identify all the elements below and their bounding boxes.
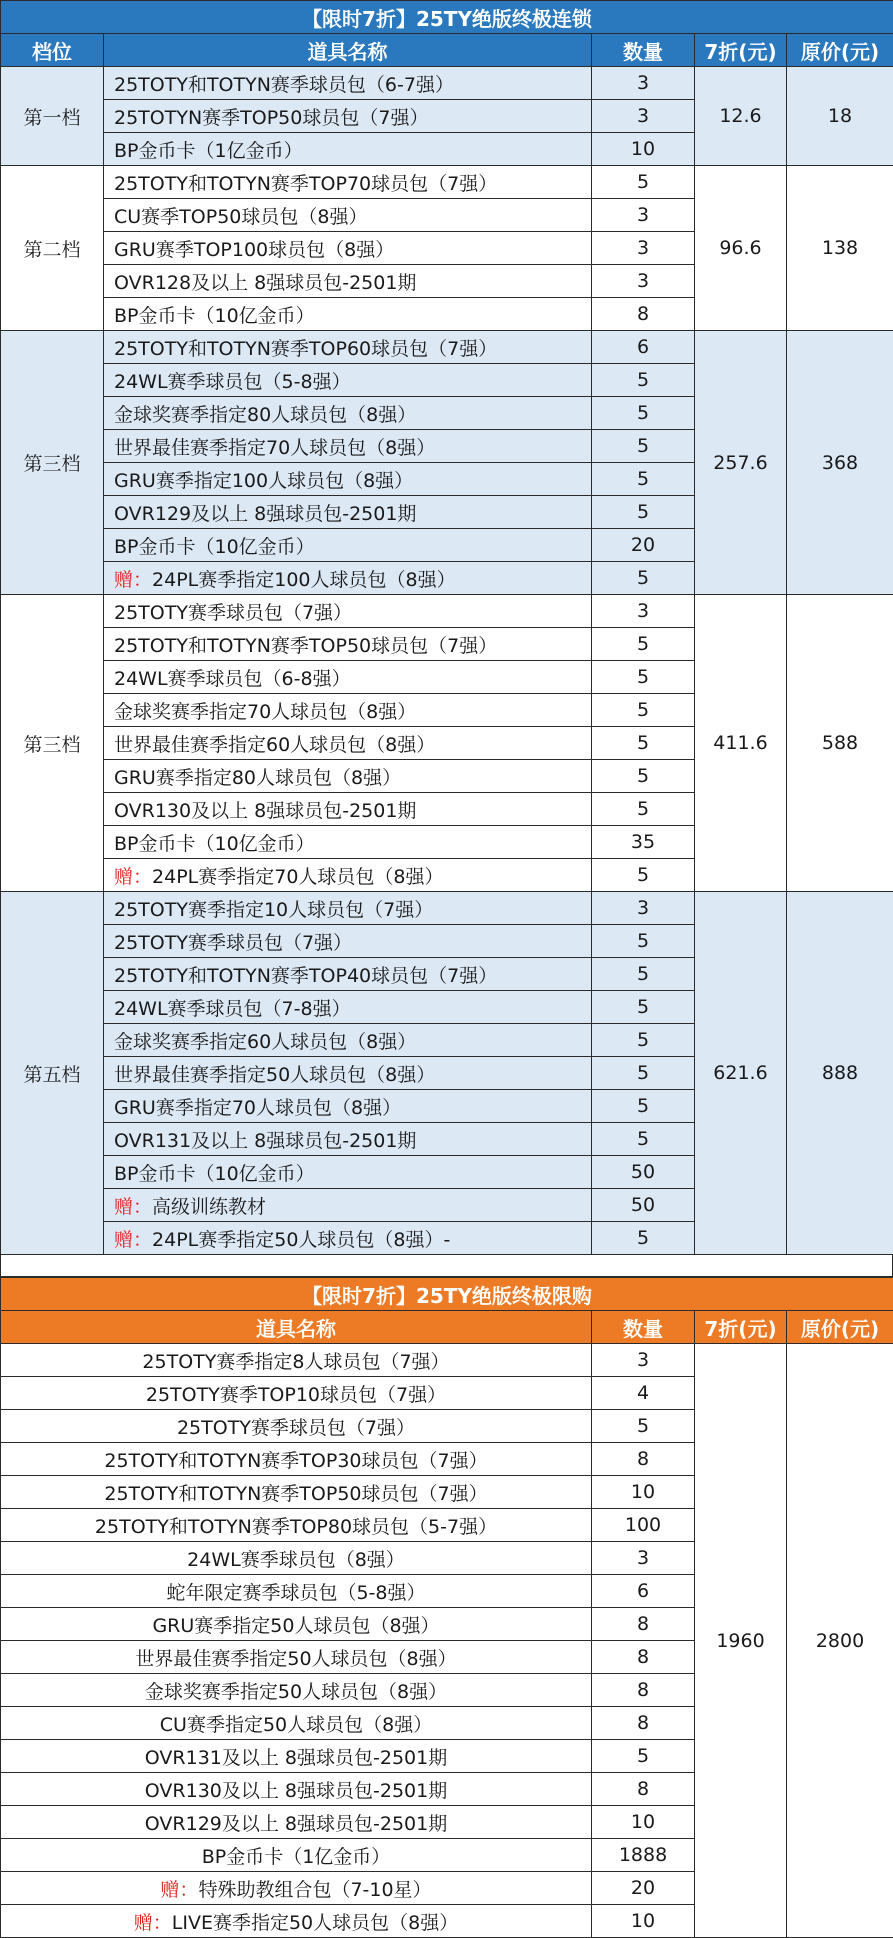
item-name: 世界最佳赛季指定60人球员包（8强） [114,734,435,756]
item-name-cell [104,166,592,199]
table-spacer [0,1255,893,1277]
item-qty: 5 [592,1090,695,1123]
item-name-cell [104,1156,592,1189]
item-name: OVR131及以上 8强球员包-2501期 [114,1130,416,1152]
item-name: 24WL赛季球员包（7-8强） [114,998,351,1020]
item-name-cell [104,760,592,793]
item-name: LIVE赛季指定50人球员包（8强） [172,1912,458,1934]
item-name: 25TOTY赛季指定10人球员包（7强） [114,899,433,921]
item-qty: 5 [592,430,695,463]
gift-tag: 赠： [114,569,152,591]
item-qty: 5 [592,1024,695,1057]
item-name-cell [104,1123,592,1156]
item-qty: 3 [592,265,695,298]
item-qty: 6 [592,331,695,364]
gift-tag: 赠： [134,1912,172,1934]
table-row [1,331,893,364]
item-name: GRU赛季指定50人球员包（8强） [152,1615,439,1637]
item-name: BP金币卡（10亿金币） [114,1163,315,1185]
item-name: 24PL赛季指定70人球员包（8强） [152,866,444,888]
item-qty: 1888 [592,1839,695,1872]
item-name-cell [104,364,592,397]
item-qty: 5 [592,496,695,529]
item-name-cell [104,1222,592,1255]
item-name-cell [104,694,592,727]
discount-price: 12.6 [695,67,787,166]
item-qty: 100 [592,1509,695,1542]
discount-price: 257.6 [695,331,787,595]
item-qty: 8 [592,1443,695,1476]
item-name: 24WL赛季球员包（5-8强） [114,371,351,393]
item-name-cell [104,331,592,364]
item-qty: 5 [592,925,695,958]
item-qty: 20 [592,1872,695,1905]
item-qty: 10 [592,1806,695,1839]
item-qty: 3 [592,892,695,925]
header-name: 道具名称 [104,34,592,67]
item-name: 25TOTYN赛季TOP50球员包（7强） [114,107,428,129]
item-name: BP金币卡（10亿金币） [114,536,315,558]
item-qty: 10 [592,133,695,166]
item-qty: 8 [592,1674,695,1707]
item-name-cell [1,1773,592,1806]
item-qty: 5 [592,1222,695,1255]
item-name-cell [104,628,592,661]
item-name-cell [104,1189,592,1222]
item-name-cell [104,298,592,331]
table-title: 【限时7折】25TY绝版终极连锁 [1,1,893,34]
item-qty: 8 [592,298,695,331]
item-name-cell [104,463,592,496]
item-name-cell [104,892,592,925]
table-row [1,595,893,628]
item-qty: 5 [592,1123,695,1156]
item-name-cell [1,1476,592,1509]
table-row [1,1344,893,1377]
item-qty: 10 [592,1905,695,1938]
item-qty: 5 [592,1410,695,1443]
gift-tag: 赠： [160,1879,198,1901]
item-qty: 5 [592,958,695,991]
item-qty: 5 [592,1057,695,1090]
item-name: OVR130及以上 8强球员包-2501期 [145,1780,447,1802]
header-original: 原价(元) [787,34,893,67]
discount-price: 1960 [695,1344,787,1938]
item-name: 24PL赛季指定100人球员包（8强） [152,569,456,591]
item-qty: 6 [592,1575,695,1608]
gift-tag: 赠： [114,866,152,888]
gift-tag: 赠： [114,1196,152,1218]
item-qty: 5 [592,463,695,496]
item-qty: 50 [592,1156,695,1189]
item-name-cell [1,1608,592,1641]
item-name-cell [104,1024,592,1057]
item-name-cell [1,1509,592,1542]
item-name: 世界最佳赛季指定70人球员包（8强） [114,437,435,459]
item-name-cell [104,199,592,232]
item-name-cell [1,1740,592,1773]
item-name: 世界最佳赛季指定50人球员包（8强） [114,1064,435,1086]
header-qty: 数量 [592,1311,695,1344]
item-name-cell [104,793,592,826]
original-price: 2800 [787,1344,893,1938]
tier-label: 第三档 [1,331,104,595]
item-qty: 8 [592,1608,695,1641]
item-name-cell [104,595,592,628]
item-name-cell [1,1806,592,1839]
item-qty: 50 [592,1189,695,1222]
item-name: 25TOTY和TOTYN赛季TOP50球员包（7强） [114,635,497,657]
item-name: 25TOTY和TOTYN赛季TOP80球员包（5-7强） [95,1516,497,1538]
item-name-cell [104,991,592,1024]
item-qty: 3 [592,1542,695,1575]
item-name: 25TOTY赛季TOP10球员包（7强） [146,1384,446,1406]
item-qty: 3 [592,595,695,628]
item-name: 25TOTY和TOTYN赛季TOP30球员包（7强） [104,1450,487,1472]
item-name: 24PL赛季指定50人球员包（8强）- [152,1229,450,1251]
header-original: 原价(元) [787,1311,893,1344]
item-name: 高级训练教材 [152,1196,266,1218]
table-title: 【限时7折】25TY绝版终极限购 [1,1278,893,1311]
item-name-cell [104,100,592,133]
item-name-cell [104,562,592,595]
item-qty: 10 [592,1476,695,1509]
item-qty: 5 [592,397,695,430]
item-qty: 5 [592,661,695,694]
item-qty: 5 [592,760,695,793]
item-name-cell [104,1090,592,1123]
item-name-cell [1,1839,592,1872]
header-discount: 7折(元) [695,34,787,67]
item-qty: 5 [592,793,695,826]
item-qty: 3 [592,100,695,133]
item-name-cell [1,1707,592,1740]
original-price: 138 [787,166,893,331]
item-name-cell [104,232,592,265]
item-name: OVR129及以上 8强球员包-2501期 [114,503,416,525]
item-qty: 5 [592,364,695,397]
item-qty: 5 [592,694,695,727]
item-name-cell [1,1410,592,1443]
discount-price: 96.6 [695,166,787,331]
item-name: 25TOTY和TOTYN赛季TOP40球员包（7强） [114,965,497,987]
item-name: 25TOTY赛季球员包（7强） [177,1417,415,1439]
item-name-cell [1,1575,592,1608]
item-name: OVR131及以上 8强球员包-2501期 [145,1747,447,1769]
original-price: 888 [787,892,893,1255]
item-qty: 3 [592,67,695,100]
item-name: GRU赛季指定70人球员包（8强） [114,1097,401,1119]
item-qty: 8 [592,1641,695,1674]
header-tier: 档位 [1,34,104,67]
item-name-cell [1,1641,592,1674]
table-row [1,892,893,925]
item-name: 24WL赛季球员包（8强） [187,1549,405,1571]
tier-label: 第二档 [1,166,104,331]
item-name: 24WL赛季球员包（6-8强） [114,668,351,690]
item-name-cell [104,67,592,100]
item-name: BP金币卡（1亿金币） [202,1846,391,1868]
tier-label: 第一档 [1,67,104,166]
item-qty: 5 [592,1740,695,1773]
item-name-cell [104,133,592,166]
item-qty: 20 [592,529,695,562]
item-name-cell [104,826,592,859]
discount-price: 621.6 [695,892,787,1255]
item-name-cell [104,727,592,760]
item-qty: 5 [592,166,695,199]
item-qty: 3 [592,232,695,265]
item-name-cell [104,430,592,463]
item-qty: 4 [592,1377,695,1410]
item-name: BP金币卡（1亿金币） [114,140,303,162]
header-qty: 数量 [592,34,695,67]
header-name: 道具名称 [1,1311,592,1344]
item-name-cell [104,397,592,430]
item-name-cell [104,958,592,991]
original-price: 368 [787,331,893,595]
item-qty: 8 [592,1773,695,1806]
item-qty: 5 [592,562,695,595]
item-name-cell [1,1905,592,1938]
item-qty: 8 [592,1707,695,1740]
item-name: OVR129及以上 8强球员包-2501期 [145,1813,447,1835]
table-row [1,67,893,100]
table-row [1,166,893,199]
item-name: 特殊助教组合包（7-10星） [198,1879,431,1901]
item-qty: 5 [592,727,695,760]
item-name: 世界最佳赛季指定50人球员包（8强） [135,1648,456,1670]
item-name: OVR130及以上 8强球员包-2501期 [114,800,416,822]
original-price: 588 [787,595,893,892]
item-name: OVR128及以上 8强球员包-2501期 [114,272,416,294]
gift-tag: 赠： [114,1229,152,1251]
item-name: BP金币卡（10亿金币） [114,305,315,327]
item-name: 金球奖赛季指定50人球员包（8强） [145,1681,447,1703]
item-name-cell [1,1377,592,1410]
header-discount: 7折(元) [695,1311,787,1344]
item-name-cell [1,1872,592,1905]
item-name: 金球奖赛季指定80人球员包（8强） [114,404,416,426]
item-name: 25TOTY赛季指定8人球员包（7强） [142,1351,449,1373]
original-price: 18 [787,67,893,166]
item-name-cell [104,661,592,694]
item-qty: 35 [592,826,695,859]
item-name: BP金币卡（10亿金币） [114,833,315,855]
item-name: 25TOTY赛季球员包（7强） [114,932,352,954]
item-name: 25TOTY和TOTYN赛季TOP70球员包（7强） [114,173,497,195]
item-name: GRU赛季TOP100球员包（8强） [114,239,394,261]
item-qty: 3 [592,199,695,232]
item-qty: 3 [592,1344,695,1377]
tier-label: 第三档 [1,595,104,892]
item-qty: 5 [592,991,695,1024]
item-name-cell [1,1443,592,1476]
item-name-cell [104,925,592,958]
item-name: CU赛季指定50人球员包（8强） [160,1714,432,1736]
item-name-cell [1,1344,592,1377]
item-name-cell [104,529,592,562]
item-name: 25TOTY赛季球员包（7强） [114,602,352,624]
item-name: GRU赛季指定100人球员包（8强） [114,470,413,492]
item-name: GRU赛季指定80人球员包（8强） [114,767,401,789]
tier-label: 第五档 [1,892,104,1255]
item-qty: 5 [592,628,695,661]
limited-table [0,1277,893,1938]
item-qty: 5 [592,859,695,892]
item-name-cell [1,1674,592,1707]
item-name-cell [104,1057,592,1090]
item-name: 25TOTY和TOTYN赛季球员包（6-7强） [114,74,454,96]
item-name: 25TOTY和TOTYN赛季TOP60球员包（7强） [114,338,497,360]
item-name-cell [104,859,592,892]
item-name-cell [104,496,592,529]
item-name: 金球奖赛季指定70人球员包（8强） [114,701,416,723]
item-name-cell [104,265,592,298]
item-name-cell [1,1542,592,1575]
item-name: CU赛季TOP50球员包（8强） [114,206,367,228]
item-name: 蛇年限定赛季球员包（5-8强） [166,1582,425,1604]
item-name: 金球奖赛季指定60人球员包（8强） [114,1031,416,1053]
discount-price: 411.6 [695,595,787,892]
item-name: 25TOTY和TOTYN赛季TOP50球员包（7强） [104,1483,487,1505]
